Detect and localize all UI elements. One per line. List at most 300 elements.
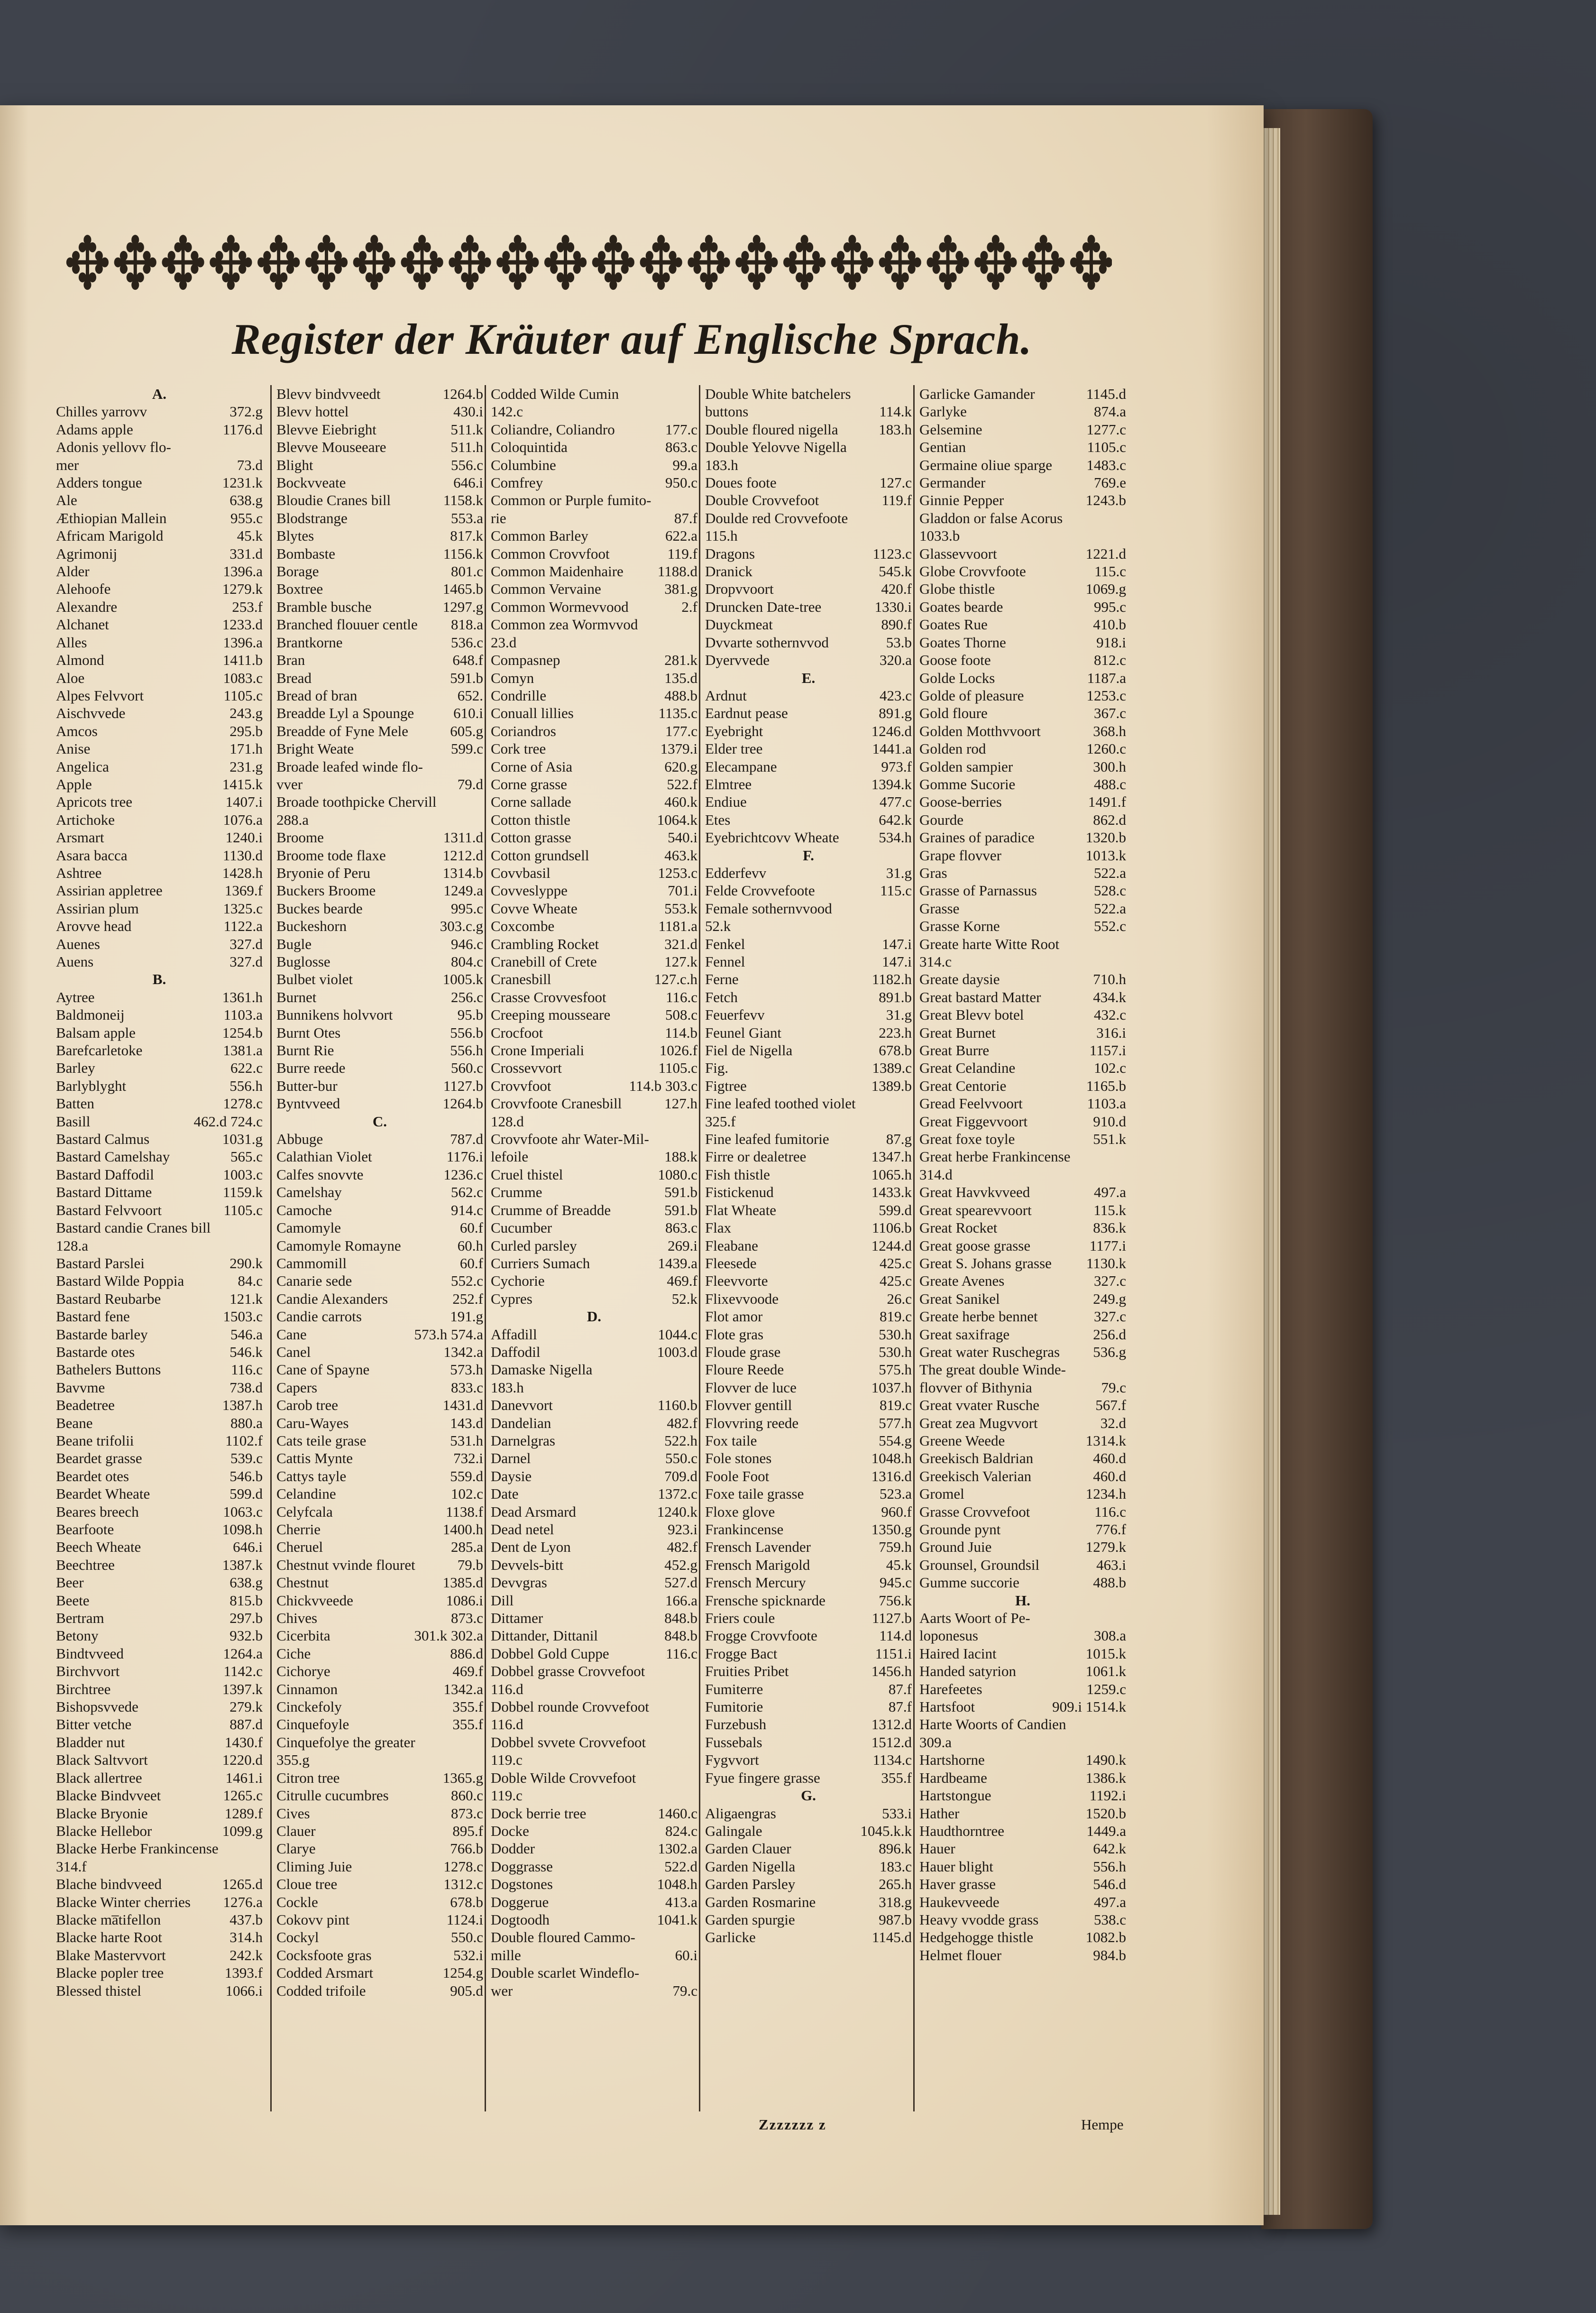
entry-page-ref: 127.h [664,1095,697,1112]
entry-page-ref: 1158.k [443,492,483,509]
entry-name: Double floured nigella [705,421,838,438]
entry-name: Codded trifoile [276,1982,366,1999]
entry-page-ref: 567.f [1095,1397,1126,1414]
entry-name: Citron tree [276,1769,340,1786]
entry-name: Brantkorne [276,634,343,651]
entry-name: Broome [276,829,324,846]
index-entry [919,1308,1126,1325]
entry-name: Codded Arsmart [276,1964,374,1981]
entry-name: Beardet grasse [56,1450,142,1467]
entry-name: Beane [56,1414,93,1431]
index-entry [56,1520,263,1538]
entry-name: Coloquintida [491,439,568,456]
index-entry [705,1875,912,1893]
entry-name: Fumiterre [705,1680,763,1697]
entry-page-ref: 265.h [879,1876,912,1893]
entry-page-ref: 1176.d [222,421,263,438]
entry-name: Ale [56,492,77,509]
index-entry [276,793,483,811]
entry-name: 116.d [491,1716,523,1733]
entry-page-ref: 1015.k [1085,1645,1126,1662]
entry-name: Fleabane [705,1237,758,1254]
index-entry [705,1822,912,1840]
entry-name: Angelica [56,758,109,775]
entry-page-ref: 87.f [674,509,697,526]
register-column [699,385,912,2111]
entry-name: Garlyke [919,403,967,420]
index-entry [56,1805,263,1822]
index-entry [919,1503,1126,1520]
entry-page-ref: 848.b [664,1627,697,1644]
entry-name: Hartshorne [919,1751,985,1769]
entry-page-ref: 1512.d [871,1733,912,1751]
entry-page-ref: 995.c [450,900,483,917]
entry-name: Crasse Crovvesfoot [491,988,606,1005]
entry-page-ref: 290.k [229,1254,263,1272]
entry-name: Double floured Cammo- [491,1929,635,1946]
index-entry [491,1059,697,1077]
entry-name: Burre reede [276,1060,346,1077]
entry-page-ref: 1069.g [1085,581,1126,598]
index-entry [491,1645,697,1662]
entry-page-ref: 1160.b [657,1397,697,1414]
index-entry [705,1130,912,1148]
entry-page-ref: 738.d [229,1379,263,1396]
index-entry [276,1272,483,1290]
entry-name: Bryonie of Peru [276,864,371,881]
index-entry [919,1343,1126,1361]
entry-page-ref: 177.c [665,421,697,438]
entry-page-ref: 1127.b [871,1610,912,1627]
fleuron-icon: ✥ [685,225,730,303]
index-entry [56,1645,263,1662]
index-entry [276,1858,483,1875]
entry-name: Hauer blight [919,1858,993,1875]
entry-page-ref: 281.k [664,652,697,669]
index-entry [705,1041,912,1059]
index-entry [919,1272,1126,1290]
entry-name: rie [491,509,506,526]
index-entry [919,1077,1126,1095]
entry-name: Goates Thorne [919,634,1006,651]
index-entry [705,1183,912,1201]
entry-name: Hedgehogge thistle [919,1929,1034,1946]
entry-name: Garlicke [705,1929,756,1946]
entry-name: Handed satyrion [919,1663,1017,1680]
entry-page-ref: 1381.a [223,1042,263,1059]
entry-name: Dodder [491,1840,535,1857]
entry-page-ref: 860.c [450,1787,483,1804]
entry-name: Etes [705,811,731,828]
entry-page-ref: 1311.d [443,829,483,846]
entry-page-ref: 295.b [229,722,263,739]
index-entry [705,1396,912,1414]
index-entry [491,793,697,811]
index-entry [491,1538,697,1556]
index-entry [919,491,1126,509]
entry-page-ref: 127.k [664,953,697,970]
entry-page-ref: 1254.b [222,1024,263,1041]
entry-name: Common Crovvfoot [491,545,610,562]
entry-page-ref: 1430.f [224,1733,263,1751]
entry-page-ref: 539.c [230,1450,263,1467]
index-entry [276,811,483,829]
index-entry [491,1893,697,1911]
entry-page-ref: 1389.c [872,1060,912,1077]
index-entry [276,669,483,687]
entry-page-ref: 638.g [229,1574,263,1591]
entry-name: Broome tode flaxe [276,847,386,864]
entry-page-ref: 887.d [229,1716,263,1733]
entry-name: Blytes [276,527,314,544]
entry-name: Floure Reede [705,1361,784,1378]
entry-name: Felde Crovvefoote [705,882,815,899]
entry-page-ref: 143.d [450,1414,483,1431]
entry-page-ref: 522.d [664,1858,697,1875]
index-entry [276,545,483,562]
index-entry [491,1343,697,1361]
index-entry [919,1769,1126,1787]
entry-name: Adders tongue [56,474,142,491]
entry-name: Gentian [919,439,966,456]
index-entry [705,793,912,811]
entry-name: Daysie [491,1467,532,1484]
index-entry [491,1254,697,1272]
index-entry [491,1361,697,1378]
entry-name: Great Blevv botel [919,1006,1024,1023]
entry-page-ref: 511.h [450,439,483,456]
entry-page-ref: 488.b [1093,1574,1126,1591]
entry-name: Fussebals [705,1733,762,1751]
entry-page-ref: 1279.k [222,581,263,598]
index-entry [491,1379,697,1396]
entry-page-ref: 701.i [668,882,697,899]
entry-page-ref: 508.c [665,1006,697,1023]
index-entry [919,1556,1126,1574]
entry-name: Affadill [491,1326,537,1343]
section-letter: D. [587,1308,602,1325]
entry-name: Fiel de Nigella [705,1042,793,1059]
entry-name: Great Rocket [919,1219,998,1236]
entry-page-ref: 880.a [230,1414,263,1431]
index-entry [705,1361,912,1378]
entry-page-ref: 622.a [665,527,697,544]
entry-name: Double scarlet Windeflo- [491,1964,640,1981]
index-entry [56,1751,263,1769]
entry-page-ref: 460.d [1093,1450,1126,1467]
entry-page-ref: 1330.i [874,598,912,615]
index-entry [919,900,1126,917]
entry-name: 314.d [919,1166,953,1183]
entry-page-ref: 1456.h [871,1663,912,1680]
index-entry [705,1769,912,1787]
index-entry [705,1148,912,1165]
index-entry [491,1662,697,1680]
entry-page-ref: 1460.c [658,1805,697,1822]
entry-name: Garden Rosmarine [705,1893,816,1910]
entry-page-ref: 2.f [681,598,697,615]
index-entry [491,1148,697,1165]
index-entry [56,1467,263,1485]
entry-page-ref: 599.d [229,1485,263,1502]
index-entry [276,438,483,456]
entry-page-ref: 1289.f [224,1805,263,1822]
entry-page-ref: 1264.b [442,1095,483,1112]
index-entry [491,1964,697,1981]
entry-page-ref: 565.c [230,1148,263,1165]
entry-name: Crone Imperiali [491,1042,585,1059]
entry-name: Columbine [491,456,556,473]
index-entry [919,421,1126,438]
index-entry [919,1805,1126,1822]
entry-name: Flovvring reede [705,1414,799,1431]
entry-name: Buckes bearde [276,900,363,917]
index-entry [276,1982,483,2000]
index-entry [276,1361,483,1378]
entry-name: Globe thistle [919,581,995,598]
entry-page-ref: 183.c [879,1858,912,1875]
entry-page-ref: 116.c [1094,1503,1126,1520]
entry-name: Curriers Sumach [491,1254,590,1272]
index-entry [276,1503,483,1520]
index-entry [276,988,483,1006]
entry-page-ref: 1233.d [222,616,263,633]
entry-name: Blacke Bryonie [56,1805,148,1822]
entry-page-ref: 1385.d [442,1574,483,1591]
index-entry [705,1113,912,1130]
fleuron-icon: ✥ [637,225,682,303]
entry-page-ref: 1099.g [222,1822,263,1839]
index-entry [491,1077,697,1095]
entry-name: Goates Rue [919,616,988,633]
entry-page-ref: 249.g [1093,1290,1126,1307]
index-entry [276,1148,483,1165]
entry-name: Cane [276,1326,307,1343]
index-entry [56,1662,263,1680]
entry-name: Blacke Winter cherries [56,1893,191,1910]
index-entry [705,421,912,438]
entry-name: Covvbasil [491,864,550,881]
entry-name: Blacke harte Root [56,1929,162,1946]
index-entry [56,1201,263,1219]
entry-name: Dyervvede [705,652,770,669]
entry-page-ref: 497.a [1093,1184,1126,1201]
entry-name: Great Burnet [919,1024,996,1041]
entry-page-ref: 1176.i [446,1148,483,1165]
index-entry [705,1219,912,1236]
entry-name: Adonis yellovv flo- [56,439,171,456]
entry-name: Frogge Bact [705,1645,778,1662]
entry-name: Batten [56,1095,94,1112]
entry-name: Furzebush [705,1716,767,1733]
index-entry [919,1113,1126,1130]
index-entry [56,811,263,829]
index-entry [491,1733,697,1751]
entry-name: Blevve Mouseeare [276,439,386,456]
entry-page-ref: 530.h [879,1326,912,1343]
entry-name: Greate harte Witte Root [919,935,1060,952]
index-entry [276,882,483,899]
entry-name: Crovvfoote ahr Water-Mil- [491,1131,649,1148]
entry-name: Fennel [705,953,745,970]
entry-name: Arsmart [56,829,104,846]
index-entry [276,1201,483,1219]
entry-page-ref: 824.c [665,1822,697,1839]
entry-name: Flote gras [705,1326,764,1343]
index-entry [491,1946,697,1964]
entry-name: Daffodil [491,1343,541,1360]
entry-name: 115.h [705,527,738,544]
entry-name: Harte Woorts of Candien [919,1716,1066,1733]
entry-page-ref: 732.i [453,1450,483,1467]
index-entry [491,1414,697,1432]
register-columns [56,385,1126,2111]
entry-page-ref: 984.b [1093,1946,1126,1963]
entry-page-ref: 114.k [879,403,912,420]
entry-name: Compasnep [491,652,560,669]
index-entry [491,935,697,953]
index-entry [56,421,263,438]
index-entry [491,545,697,562]
index-entry [56,1503,263,1520]
entry-page-ref: 1361.h [222,988,263,1005]
entry-name: Dogtoodh [491,1911,550,1928]
entry-page-ref: 303.c.g [440,918,483,935]
index-entry [56,474,263,491]
index-entry [919,1041,1126,1059]
entry-page-ref: 482.f [667,1414,697,1431]
entry-page-ref: 873.c [450,1805,483,1822]
entry-name: Frensch Lavender [705,1539,811,1556]
entry-page-ref: 488.c [1093,775,1126,793]
index-entry [276,474,483,491]
entry-name: Comyn [491,669,534,686]
entry-page-ref: 1387.h [222,1397,263,1414]
entry-name: Great Figgevvoort [919,1113,1028,1130]
index-entry [491,1113,697,1130]
index-entry [276,1805,483,1822]
index-entry [56,917,263,935]
index-entry [276,1308,483,1325]
entry-name: Haver grasse [919,1876,996,1893]
entry-name: Bertram [56,1610,104,1627]
entry-page-ref: 862.d [1093,811,1126,828]
index-entry [276,1219,483,1236]
entry-page-ref: 87.f [888,1680,912,1697]
entry-page-ref: 115.c [880,882,912,899]
index-entry [491,1130,697,1148]
index-entry [276,1041,483,1059]
index-entry [705,758,912,775]
entry-name: Assirian appletree [56,882,163,899]
entry-page-ref: 1316.d [871,1467,912,1484]
entry-name: Doble Wilde Crovvefoot [491,1769,636,1786]
index-entry [919,509,1126,527]
entry-name: Danevvort [491,1397,553,1414]
index-entry [491,651,697,669]
entry-page-ref: 327.d [229,953,263,970]
index-entry [276,1840,483,1857]
index-entry [705,1698,912,1715]
entry-page-ref: 556.h [229,1077,263,1094]
entry-page-ref: 511.k [450,421,483,438]
entry-page-ref: 437.b [229,1911,263,1928]
entry-name: Cychorie [491,1272,545,1290]
index-entry [705,1059,912,1077]
index-entry [919,1095,1126,1112]
entry-page-ref: 488.b [664,687,697,704]
entry-name: Breadde of Fyne Mele [276,722,409,739]
entry-name: Fish thistle [705,1166,770,1183]
section-letter: H. [1015,1592,1030,1609]
index-entry [56,953,263,970]
index-entry [491,1485,697,1502]
entry-name: Double Yelovve Nigella [705,439,847,456]
index-entry [919,1485,1126,1502]
entry-name: Cucumber [491,1219,552,1236]
entry-name: Bastard Felvvoort [56,1201,162,1218]
index-entry [705,1024,912,1041]
index-entry [919,970,1126,988]
fleuron-icon: ✥ [207,225,252,303]
entry-name: Crovvfoot [491,1077,551,1094]
index-entry [56,829,263,846]
index-entry [276,1449,483,1467]
entry-name: Dobbel grasse Crovvefoot [491,1663,645,1680]
index-entry [491,669,697,687]
index-entry [705,1928,912,1946]
entry-page-ref: 642.k [1093,1840,1126,1857]
entry-page-ref: 116.c [231,1361,263,1378]
index-entry [491,953,697,970]
entry-page-ref: 1134.c [872,1751,912,1769]
entry-name: Floude grase [705,1343,781,1360]
entry-page-ref: 1407.i [225,793,263,811]
section-letter: A. [152,386,167,402]
entry-name: Bunnikens holvvort [276,1006,393,1023]
index-entry [56,1946,263,1964]
entry-name: Foxe taile grasse [705,1485,804,1502]
index-entry [56,1609,263,1627]
entry-name: Cranebill of Crete [491,953,597,970]
entry-name: Grasse [919,900,960,917]
entry-name: Devvels-bitt [491,1556,564,1573]
entry-page-ref: 1138.f [446,1503,483,1520]
entry-page-ref: 1076.a [223,811,263,828]
entry-page-ref: 1220.d [222,1751,263,1769]
entry-page-ref: 166.a [665,1592,697,1609]
entry-page-ref: 1254.g [442,1964,483,1981]
entry-name: Great Centorie [919,1077,1007,1094]
index-entry [919,758,1126,775]
entry-name: Covve Wheate [491,900,578,917]
entry-name: Cinquefolye the greater [276,1733,415,1751]
entry-page-ref: 469.f [452,1663,483,1680]
entry-name: Conuall lillies [491,705,574,722]
entry-name: Crumme of Breadde [491,1201,611,1218]
entry-name: Dragons [705,545,755,562]
entry-page-ref: 1279.k [1085,1539,1126,1556]
index-entry [705,1485,912,1502]
index-entry [491,1769,697,1787]
entry-name: Great zea Mugvvort [919,1414,1038,1431]
index-entry [491,829,697,846]
entry-page-ref: 115.k [1093,1201,1126,1218]
index-entry [491,1751,697,1769]
entry-name: Baldmoneij [56,1006,125,1023]
index-entry [491,1503,697,1520]
entry-page-ref: 73.d [237,456,263,473]
